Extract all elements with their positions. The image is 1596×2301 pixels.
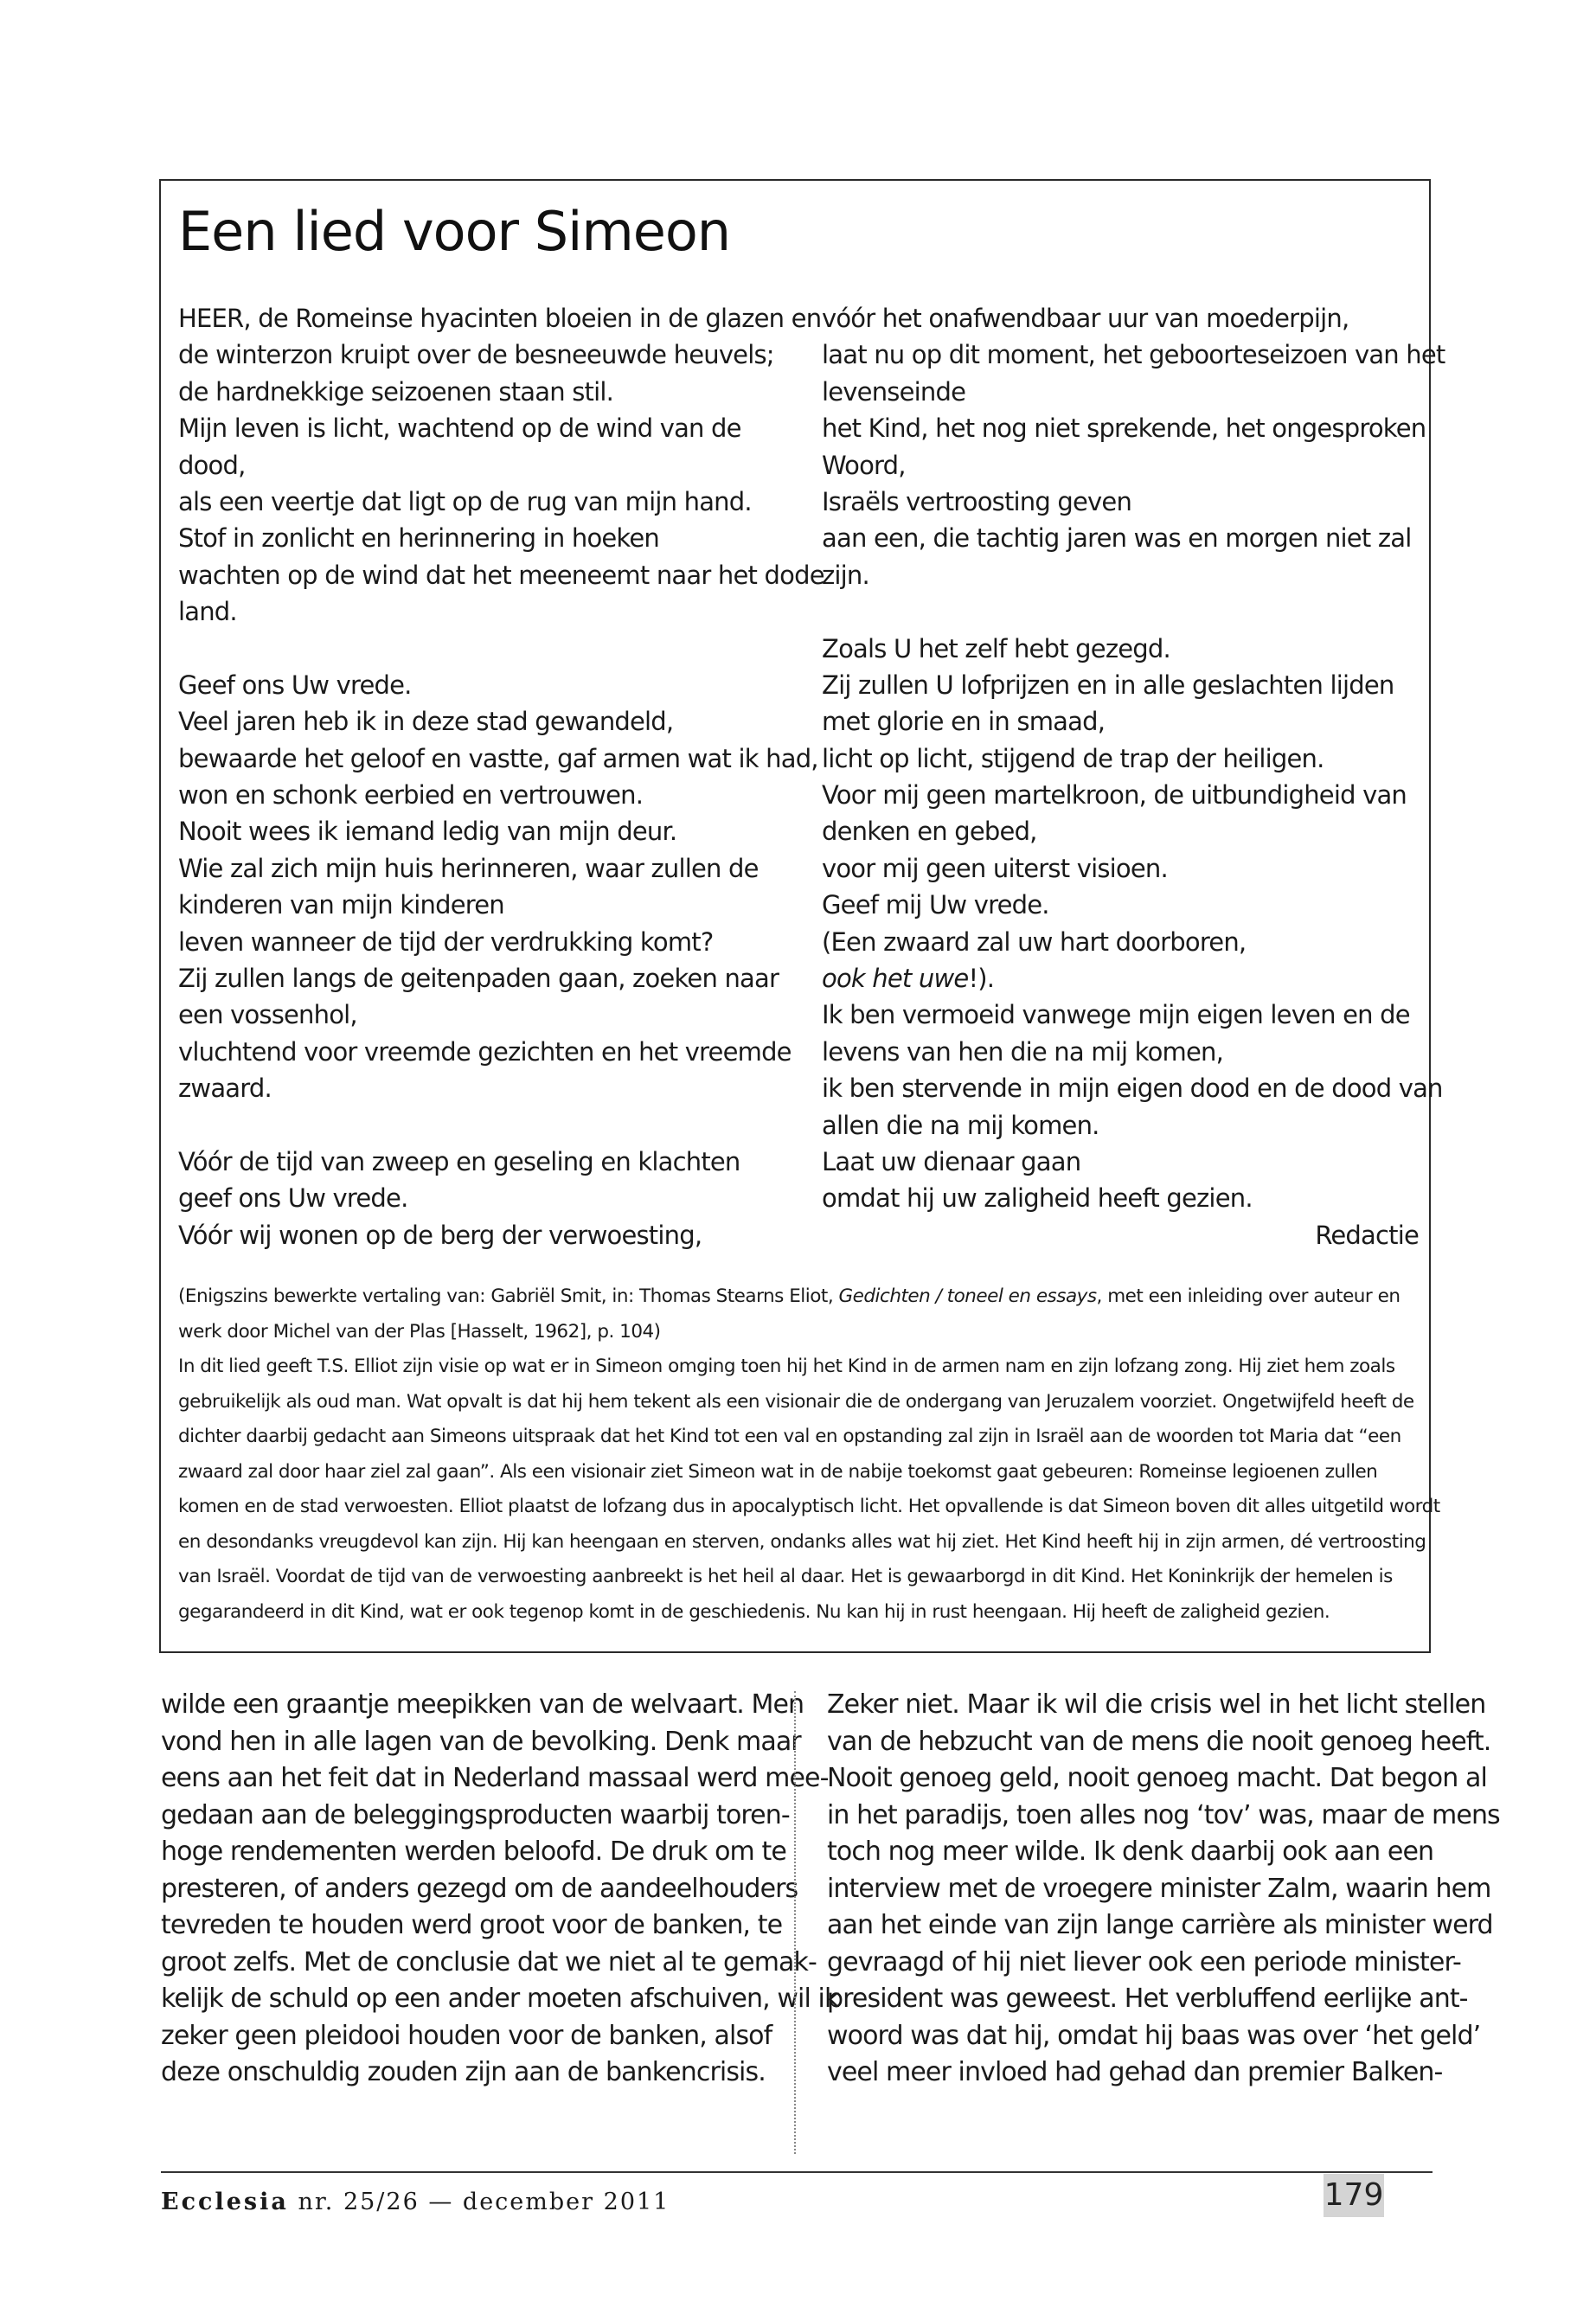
poem-line: de winterzon kruipt over de besneeuwde heuvels; (178, 340, 774, 370)
poem-line: denken en gebed, (822, 817, 1037, 847)
article-line: kelijk de schuld op een ander moeten afschuiven, wil ik (161, 1984, 839, 2014)
poem-line: ik ben stervende in mijn eigen dood en de dood van (822, 1074, 1443, 1104)
poem-box (159, 179, 1445, 1653)
article-line: van de hebzucht van de mens die nooit genoeg heeft. (827, 1726, 1491, 1757)
poem-line: zwaard. (178, 1074, 272, 1104)
stanza-break (178, 1107, 784, 1144)
article-line: Zeker niet. Maar ik wil die crisis wel in het licht stellen (827, 1689, 1486, 1720)
poem-line: Stof in zonlicht en herinnering in hoeken (178, 523, 660, 554)
footer-rule (161, 2171, 1433, 2173)
poem-title: Een lied voor Simeon (178, 200, 731, 263)
article-line: gedaan aan de beleggingsproducten waarbij toren- (161, 1799, 790, 1830)
poem-line: Wie zal zich mijn huis herinneren, waar zullen de (178, 853, 759, 883)
article-line: presteren, of anders gezegd om de aandeelhouders (161, 1873, 798, 1904)
notes-line: komen en de stad verwoesten. Elliot plaatst de lofzang dus in apocalyptisch licht. Het opvallende is dat Simeon boven dit alles uitgetild wordt (178, 1496, 1440, 1517)
poem-line: met glorie en in smaad, (822, 707, 1106, 737)
poem-line: Voor mij geen martelkroon, de uitbundigheid van (822, 780, 1407, 811)
poem-line: Vóór de tijd van zweep en geseling en klachten (178, 1146, 740, 1176)
notes-source-title: Gedichten / toneel en essays (838, 1285, 1097, 1307)
poem-line: vóór het onafwendbaar uur van moederpijn, (822, 304, 1349, 333)
article-line: in het paradijs, toen alles nog ‘tov’ was, maar de mens (827, 1799, 1500, 1830)
notes-line: dichter daarbij gedacht aan Simeons uitspraak dat het Kind tot een val en opstanding zal zijn in Israël aan de woorden tot Maria dat “een (178, 1426, 1401, 1447)
footer-issue: nr. 25/26 — december 2011 (298, 2189, 670, 2215)
poem-left-column (178, 300, 824, 1253)
poem-line: won en schonk eerbied en vertrouwen. (178, 780, 644, 811)
poem-line: geef ons Uw vrede. (178, 1183, 408, 1214)
translation-notes (178, 1279, 1440, 1630)
footer-publication (161, 2189, 670, 2215)
poem-right-column (822, 300, 1445, 1253)
article-line: Nooit genoeg geld, nooit genoeg macht. Dat begon al (827, 1763, 1487, 1793)
article-line: zeker geen pleidooi houden voor de banken, alsof (161, 2020, 772, 2051)
poem-line: aan een, die tachtig jaren was en morgen niet zal (822, 523, 1412, 554)
poem-line: Zij zullen U lofprijzen en in alle geslachten lijden (822, 670, 1394, 700)
notes-line: zwaard zal door haar ziel zal gaan”. Als een visionair ziet Simeon wat in de nabije toekomst gaat gebeuren: Romeinse legioenen zullen (178, 1460, 1378, 1483)
notes-line: gegarandeerd in dit Kind, wat er ook tegenop komt in de geschiedenis. Nu kan hij in rust heengaan. Hij heeft de zaligheid gezien. (178, 1600, 1330, 1623)
notes-line: van Israël. Voordat de tijd van de verwoesting aanbreekt is het heil al daar. Het is gewaarborgd in dit Kind. Het Koninkrijk der hemelen is (178, 1566, 1393, 1587)
poem-italic-suffix: !). (968, 964, 995, 994)
poem-line: Nooit wees ik iemand ledig van mijn deur. (178, 817, 677, 847)
poem-line: leven wanneer de tijd der verdrukking komt? (178, 926, 714, 957)
poem-line: kinderen van mijn kinderen (178, 890, 504, 920)
poem-line: Zoals U het zelf hebt gezegd. (822, 633, 1170, 663)
notes-source-prefix: (Enigszins bewerkte vertaling van: Gabriël Smit, in: Thomas Stearns Eliot, (178, 1285, 839, 1307)
poem-line: licht op licht, stijgend de trap der heiligen. (822, 743, 1324, 773)
poem-line: HEER, de Romeinse hyacinten bloeien in de glazen en (178, 304, 822, 333)
article-line: woord was dat hij, omdat hij baas was over ‘het geld’ (827, 2020, 1481, 2051)
poem-line: allen die na mij komen. (822, 1110, 1099, 1140)
poem-line: bewaarde het geloof en vastte, gaf armen wat ik had, (178, 743, 818, 773)
poem-line: een vossenhol, (178, 1000, 357, 1030)
poem-line: Geef mij Uw vrede. (822, 890, 1049, 920)
poem-line: land. (178, 597, 237, 627)
footer-magazine-name: Ecclesia (161, 2189, 289, 2215)
article-line: groot zelfs. Met de conclusie dat we niet al te gemak- (161, 1946, 817, 1977)
notes-source-suffix: , met een inleiding over auteur en (1096, 1285, 1401, 1307)
poem-line: Vóór wij wonen op de berg der verwoesting, (178, 1220, 702, 1250)
article-right-column (827, 1687, 1500, 2092)
poem-line: wachten op de wind dat het meeneemt naar het dode (178, 560, 824, 590)
article-line: veel meer invloed had gehad dan premier Balken- (827, 2057, 1443, 2087)
stanza-break (178, 631, 784, 667)
column-divider (794, 1691, 796, 2154)
poem-line: Zij zullen langs de geitenpaden gaan, zoeken naar (178, 964, 779, 994)
poem-line: Mijn leven is licht, wachtend op de wind van de (178, 413, 741, 444)
poem-line: Veel jaren heb ik in deze stad gewandeld, (178, 707, 674, 737)
poem-line: laat nu op dit moment, het geboorteseizoen van het (822, 340, 1445, 370)
notes-line: en desondanks vreugdevol kan zijn. Hij kan heengaan en sterven, ondanks alles wat hij ziet. Het Kind heeft hij in zijn armen, dé vertroosting (178, 1530, 1426, 1553)
article-line: vond hen in alle lagen van de bevolking. Denk maar (161, 1726, 801, 1757)
poem-line: Geef ons Uw vrede. (178, 670, 412, 700)
poem-line: vluchtend voor vreemde gezichten en het vreemde (178, 1036, 792, 1067)
poem-signature: Redactie (1315, 1220, 1419, 1250)
poem-line: de hardnekkige seizoenen staan stil. (178, 376, 614, 407)
article-line: tevreden te houden werd groot voor de banken, te (161, 1910, 783, 1940)
poem-line: voor mij geen uiterst visioen. (822, 853, 1168, 883)
poem-line: levens van hen die na mij komen, (822, 1036, 1224, 1067)
notes-line: In dit lied geeft T.S. Elliot zijn visie op wat er in Simeon omging toen hij het Kind in de armen nam en zijn lofzang zong. Hij ziet hem zoals (178, 1356, 1395, 1377)
poem-line: omdat hij uw zaligheid heeft gezien. (822, 1183, 1253, 1214)
poem-line: het Kind, het nog niet sprekende, het ongesproken (822, 413, 1426, 444)
poem-line (822, 960, 1419, 997)
article-line: interview met de vroegere minister Zalm, waarin hem (827, 1873, 1491, 1904)
notes-line: werk door Michel van der Plas [Hasselt, 1962], p. 104) (178, 1320, 661, 1343)
article-line: hoge rendementen werden beloofd. De druk om te (161, 1836, 786, 1867)
article-left-column (161, 1687, 839, 2092)
poem-line: levenseinde (822, 376, 966, 407)
article-line: toch nog meer wilde. Ik denk daarbij ook aan een (827, 1836, 1434, 1867)
article-line: aan het einde van zijn lange carrière als minister werd (827, 1910, 1493, 1940)
poem-line: als een veertje dat ligt op de rug van mijn hand. (178, 486, 752, 516)
notes-source-line (178, 1279, 1407, 1315)
page-number: 179 (1324, 2174, 1384, 2217)
poem-italic-text: ook het uwe (822, 964, 969, 994)
notes-line: gebruikelijk als oud man. Wat opvalt is dat hij hem tekent als een visionair die de ondergang van Jeruzalem voorziet. Ongetwijfeld heeft de (178, 1390, 1414, 1413)
poem-line: zijn. (822, 560, 869, 590)
stanza-break (822, 593, 1419, 630)
poem-line: Ik ben vermoeid vanwege mijn eigen leven en de (822, 1000, 1410, 1030)
article-line: president was geweest. Het verbluffend eerlijke ant- (827, 1984, 1468, 2014)
poem-line: Woord, (822, 450, 906, 480)
article-line: deze onschuldig zouden zijn aan de bankencrisis. (161, 2057, 766, 2087)
article-line: wilde een graantje meepikken van de welvaart. Men (161, 1689, 804, 1720)
poem-line: Laat uw dienaar gaan (822, 1146, 1081, 1176)
poem-line: (Een zwaard zal uw hart doorboren, (822, 926, 1247, 957)
poem-line: Israëls vertroosting geven (822, 486, 1132, 516)
poem-line: dood, (178, 450, 246, 480)
article-line: eens aan het feit dat in Nederland massaal werd mee- (161, 1763, 829, 1793)
article-line: gevraagd of hij niet liever ook een periode minister- (827, 1946, 1461, 1977)
